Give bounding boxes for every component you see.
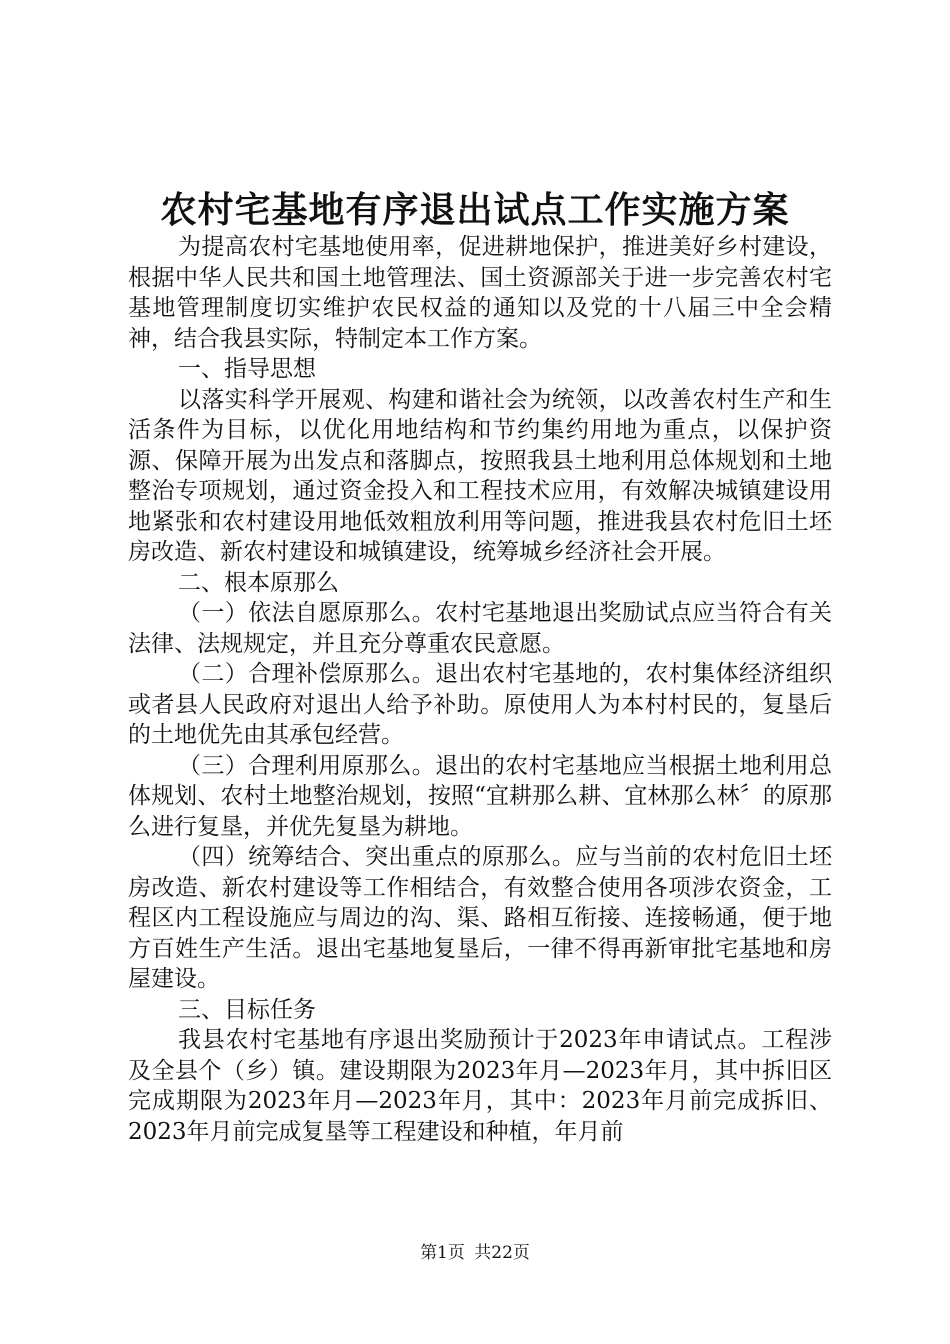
principle-paragraph-2: （二）合理补偿原那么。退出农村宅基地的，农村集体经济组织或者县人民政府对退出人给予补助。原使用人为本村村民的，复垦后的土地优先由其承包经营。 <box>128 661 832 748</box>
page-footer <box>0 1241 950 1265</box>
principle-paragraph-1: （一）依法自愿原那么。农村宅基地退出奖励试点应当符合有关法律、法规规定，并且充分尊重农民意愿。 <box>128 600 832 657</box>
principle-paragraph-4: （四）统筹结合、突出重点的原那么。应与当前的农村危旧土坯房改造、新农村建设等工作相结合，有效整合使用各项涉农资金，工程区内工程设施应与周边的沟、渠、路相互衔接、连接畅通，便于地方百姓生产生活。退出宅基地复垦后，一律不得再新审批宅基地和房屋建设。 <box>128 844 832 992</box>
principle-paragraph-3: （三）合理利用原那么。退出的农村宅基地应当根据土地利用总体规划、农村土地整治规划，按照“宜耕那么耕、宜林那么林〞的原那么进行复垦，并优先复垦为耕地。 <box>128 752 832 840</box>
section-heading-targets: 三、目标任务 <box>178 996 316 1023</box>
page-total: 共22页 <box>474 1243 530 1263</box>
document-title: 农村宅基地有序退出试点工作实施方案 <box>160 189 790 231</box>
targets-paragraph: 我县农村宅基地有序退出奖励预计于2023年申请试点。工程涉及全县个（乡）镇。建设期限为2023年月—2023年月，其中拆旧区完成期限为2023年月—2023年月，其中：2023年月前完成拆旧、2023年月前完成复垦等工程建设和种植，年月前 <box>128 1027 832 1145</box>
page-number: 第1页 <box>420 1243 465 1263</box>
section-heading-principles: 二、根本原那么 <box>178 569 339 596</box>
intro-paragraph: 为提高农村宅基地使用率，促进耕地保护，推进美好乡村建设，根据中华人民共和国土地管理法、国土资源部关于进一步完善农村宅基地管理制度切实维护农民权益的通知以及党的十八届三中全会精神，结合我县实际，特制定本工作方案。 <box>128 234 832 352</box>
section-heading-guiding-thought: 一、指导思想 <box>178 356 316 382</box>
document-body <box>128 232 832 1147</box>
guiding-thought-paragraph: 以落实科学开展观、构建和谐社会为统领，以改善农村生产和生活条件为目标，以优化用地结构和节约集约用地为重点，以保护资源、保障开展为出发点和落脚点，按照我县土地利用总体规划和土地整治专项规划，通过资金投入和工程技术应用，有效解决城镇建设用地紧张和农村建设用地低效粗放利用等问题，推进我县农村危旧土坯房改造、新农村建设和城镇建设，统筹城乡经济社会开展。 <box>128 386 832 565</box>
